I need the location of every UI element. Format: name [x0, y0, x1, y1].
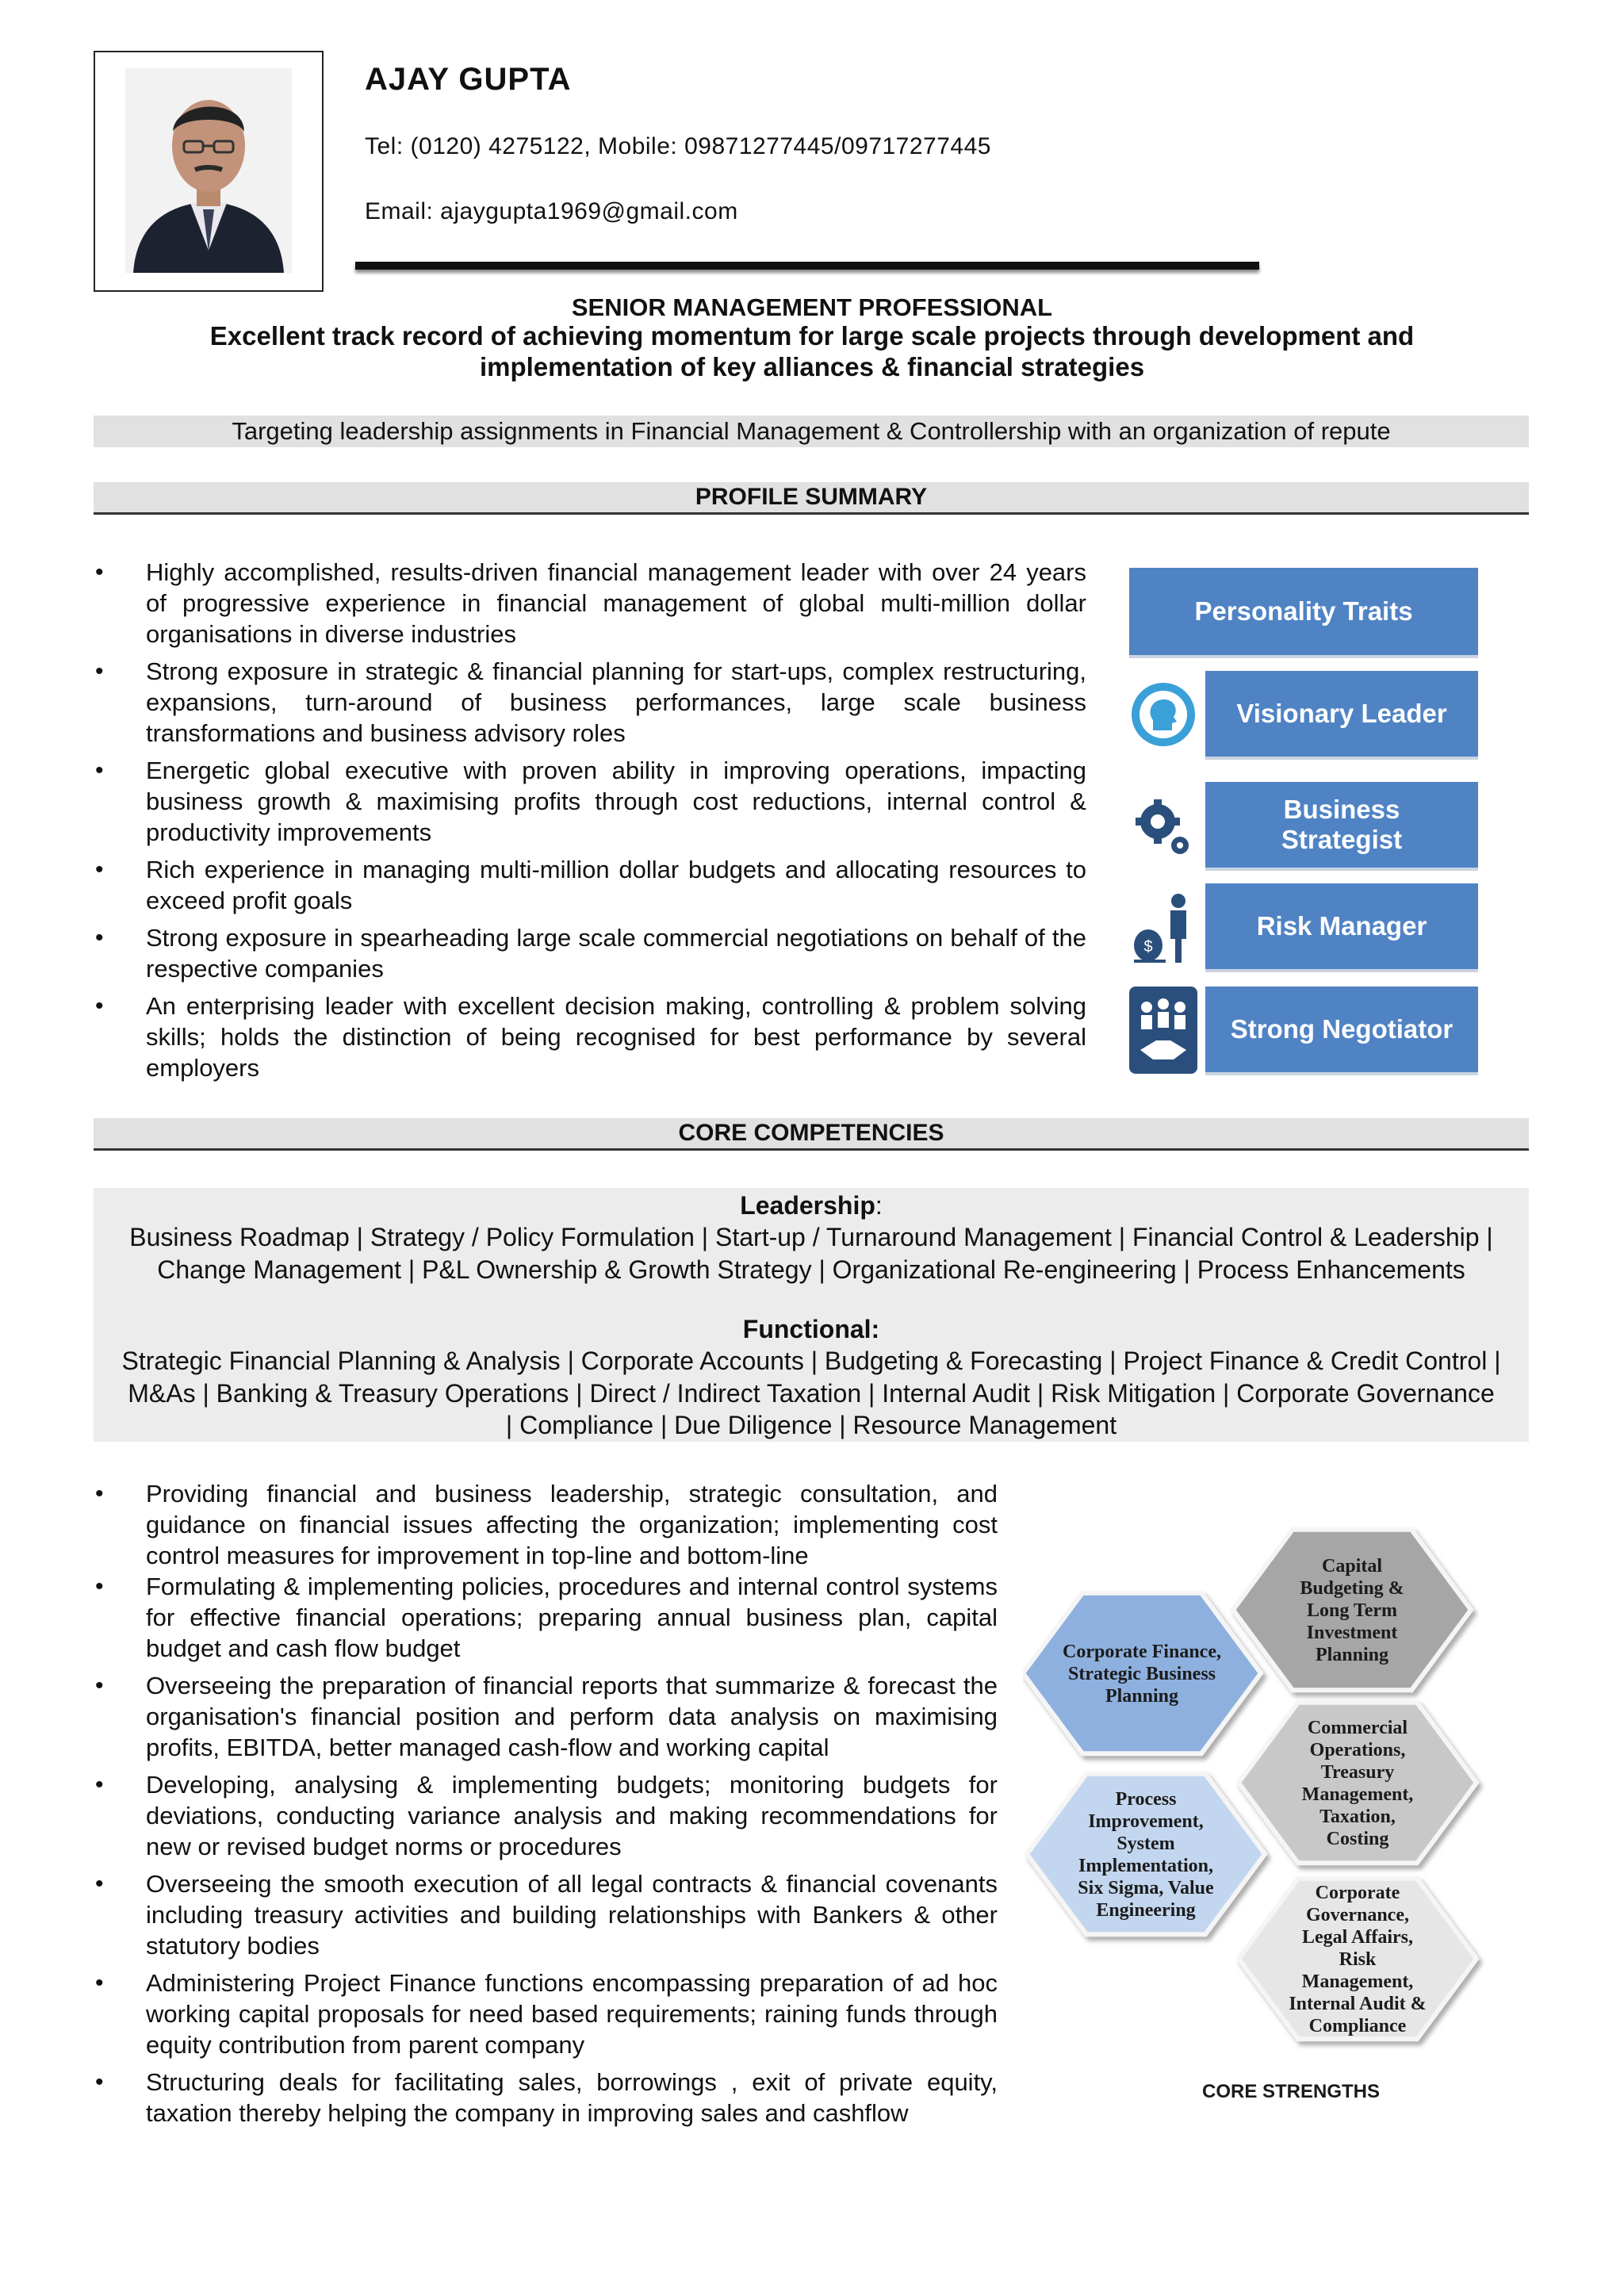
trait-risk-manager: Risk Manager: [1205, 883, 1478, 972]
money-person-icon: [1129, 883, 1197, 971]
strength-hexagon-label: Risk: [1339, 1949, 1377, 1970]
strength-hexagon-label: Planning: [1105, 1686, 1179, 1707]
list-item: • Highly accomplished, results-driven financial management leader with over 24 years of progressive experience in financial management of global multi-million dollar organisations in diverse industries: [94, 557, 1086, 649]
strength-hexagon-label: Six Sigma, Value: [1078, 1878, 1214, 1898]
list-item: • Structuring deals for facilitating sales, borrowings , exit of private equity, taxation thereby helping the company in improving sales and cashflow: [94, 2067, 998, 2128]
leadership-heading: [94, 1190, 1529, 1221]
svg-text:$: $: [1143, 938, 1153, 956]
strength-hexagon-label: Investment: [1306, 1623, 1398, 1643]
list-item: • Rich experience in managing multi-million dollar budgets and allocating resources to exceed profit goals: [94, 854, 1086, 916]
person-portrait-icon: [125, 68, 292, 273]
strength-hexagon-label: Treasury: [1320, 1762, 1395, 1783]
strength-hexagon-label: Costing: [1326, 1829, 1389, 1849]
profile-photo: [125, 68, 292, 273]
trait-strong-negotiator: Strong Negotiator: [1205, 987, 1478, 1075]
list-item: • Administering Project Finance functions encompassing preparation of ad hoc working capital proposals for need based requirements; raining funds through equity contribution from parent company: [94, 1967, 998, 2060]
headline-line-1: Excellent track record of achieving momentum for large scale projects through development and: [209, 321, 1415, 351]
list-item: • Strong exposure in spearheading large scale commercial negotiations on behalf of the respective companies: [94, 922, 1086, 984]
list-item: • Strong exposure in strategic & financial planning for start-ups, complex restructuring, expansions, turn-around of business performances, large scale business transformations and business advisory roles: [94, 656, 1086, 749]
strength-hexagon-label: Internal Audit &: [1289, 1994, 1427, 2014]
strength-hexagon-label: Corporate: [1315, 1883, 1400, 1903]
header-divider: [355, 262, 1259, 270]
strength-hexagon-label: Long Term: [1306, 1600, 1398, 1621]
competencies-panel: [94, 1188, 1529, 1442]
responsibilities-list: [94, 1478, 998, 2128]
contact-email: Email: ajaygupta1969@gmail.com: [365, 198, 738, 224]
list-item: • Overseeing the preparation of financial reports that summarize & forecast the organisation's financial position and perform data analysis on maximising profits, EBITDA, better managed cash-flow and working capital: [94, 1670, 998, 1763]
contact-phone: Tel: (0120) 4275122, Mobile: 09871277445/09717277445: [365, 133, 991, 159]
strength-hexagon-label: Improvement,: [1088, 1811, 1204, 1832]
profile-summary-list: [94, 557, 1086, 1083]
core-competencies-heading: CORE COMPETENCIES: [94, 1118, 1529, 1151]
leadership-label: Leadership: [740, 1191, 875, 1220]
trait-business-strategist: [1205, 782, 1478, 871]
headline-line-2: implementation of key alliances & financial strategies: [479, 352, 1145, 381]
functional-label: Functional:: [742, 1315, 880, 1343]
strength-hexagon-label: Operations,: [1309, 1740, 1406, 1761]
leadership-line-2: Change Management | P&L Ownership & Growth Strategy | Organizational Re-engineering | Process Enhancements: [157, 1255, 1465, 1284]
leadership-line-1: Business Roadmap | Strategy / Policy Formulation | Start-up / Turnaround Management | Financial Control & Leadership |: [129, 1223, 1493, 1251]
strength-hexagon-label: Governance,: [1306, 1905, 1409, 1925]
strength-hexagon-label: Process: [1115, 1789, 1177, 1810]
functional-line-2: M&As | Banking & Treasury Operations | Direct / Indirect Taxation | Internal Audit | Risk Mitigation | Corporate Governance: [128, 1379, 1495, 1408]
leadership-colon: :: [875, 1191, 883, 1220]
functional-line-3: | Compliance | Due Diligence | Resource Management: [505, 1411, 1117, 1439]
strength-hexagon-label: Compliance: [1308, 2016, 1407, 2036]
strength-hexagon-label: Strategic Business: [1068, 1664, 1216, 1684]
strength-hexagon-label: Commercial: [1307, 1718, 1408, 1738]
career-target-banner: Targeting leadership assignments in Financial Management & Controllership with an organization of repute: [94, 416, 1529, 447]
core-strengths-caption: CORE STRENGTHS: [1201, 2081, 1381, 2102]
strength-hexagon-label: Taxation,: [1320, 1806, 1396, 1827]
functional-line-1: Strategic Financial Planning & Analysis | Corporate Accounts | Budgeting & Forecasting | Project Finance & Credit Control |: [121, 1347, 1501, 1375]
strength-hexagon-label: Budgeting &: [1300, 1578, 1404, 1599]
trait-label: Business Strategist: [1281, 795, 1403, 854]
strength-hexagon-label: Corporate Finance,: [1063, 1642, 1221, 1662]
head-icon: [1129, 671, 1197, 758]
strength-hexagon-label: Implementation,: [1078, 1856, 1213, 1876]
handshake-group-icon: [1129, 987, 1197, 1074]
strength-hexagon-label: Management,: [1301, 1971, 1414, 1992]
strength-hexagon-label: Management,: [1301, 1784, 1414, 1805]
strength-hexagon-label: Engineering: [1096, 1900, 1196, 1921]
strength-hexagon-label: Planning: [1315, 1645, 1389, 1665]
trait-visionary-leader: Visionary Leader: [1205, 671, 1478, 760]
list-item: • Overseeing the smooth execution of all legal contracts & financial covenants including treasury activities and building relationships with Bankers & other statutory bodies: [94, 1868, 998, 1961]
headline-title: SENIOR MANAGEMENT PROFESSIONAL: [571, 293, 1053, 321]
strength-hexagon-label: Legal Affairs,: [1302, 1927, 1413, 1948]
profile-photo-frame: [94, 51, 324, 292]
strength-hexagon-label: System: [1116, 1833, 1175, 1854]
personality-traits-title: Personality Traits: [1129, 568, 1478, 658]
list-item: • Developing, analysing & implementing budgets; monitoring budgets for deviations, conducting variance analysis and making recommendations for new or revised budget norms or procedures: [94, 1769, 998, 1862]
list-item: • Formulating & implementing policies, procedures and internal control systems for effective financial operations; preparing annual business plan, capital budget and cash flow budget: [94, 1571, 998, 1664]
profile-summary-heading: PROFILE SUMMARY: [94, 482, 1529, 515]
gears-icon: [1129, 782, 1197, 869]
list-item: • An enterprising leader with excellent decision making, controlling & problem solving skills; holds the distinction of being recognised for best performance by several employers: [94, 990, 1086, 1083]
list-item: • Providing financial and business leadership, strategic consultation, and guidance on financial issues affecting the organization; implementing cost control measures for improvement in top-line and bottom-line: [94, 1478, 998, 1571]
strength-hexagon-label: Capital: [1321, 1556, 1383, 1577]
candidate-name: AJAY GUPTA: [365, 62, 572, 97]
core-strengths-diagram: [1023, 1483, 1499, 2109]
list-item: • Energetic global executive with proven ability in improving operations, impacting business growth & maximising profits through cost reductions, internal control & productivity improvements: [94, 755, 1086, 848]
